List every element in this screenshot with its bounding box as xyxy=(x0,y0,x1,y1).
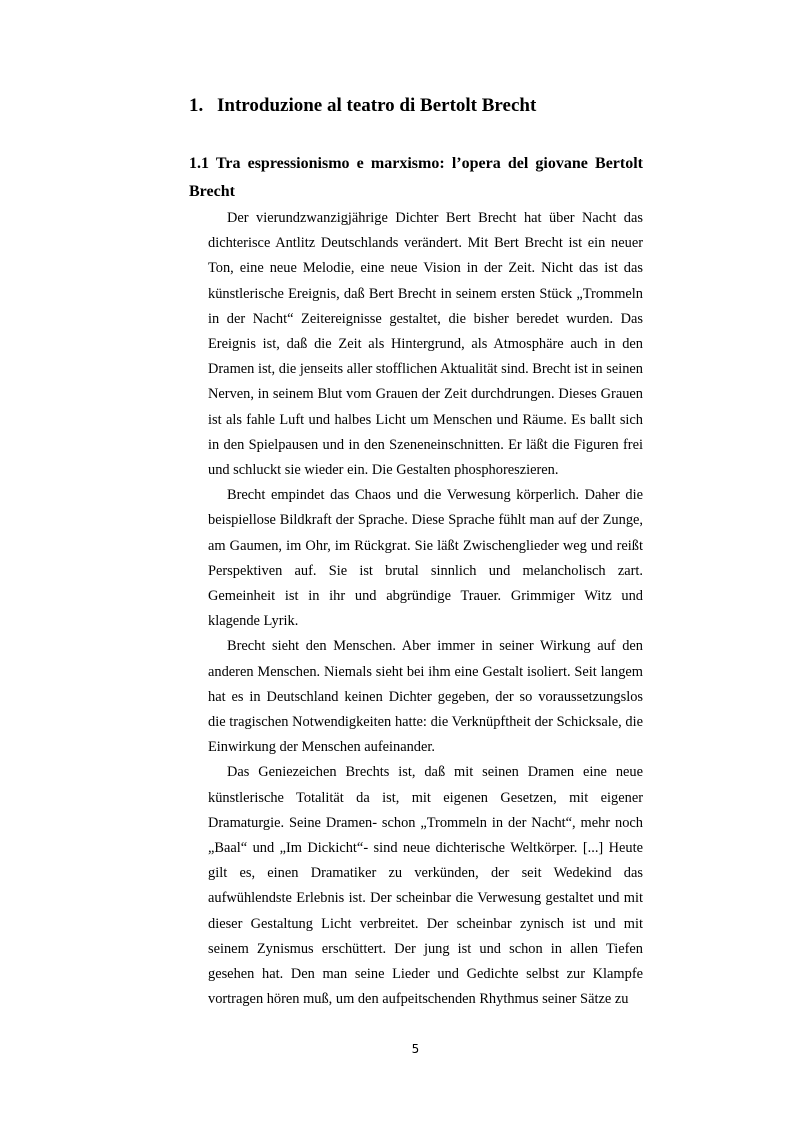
quote-paragraph-3: Brecht sieht den Menschen. Aber immer in seiner Wirkung auf den anderen Menschen. Niemals sieht bei ihm eine Gestalt isoliert. Seit langem hat es in Deutschland keinen Dichter gegeben, der so voraussetzungslos die tragischen Notwendigkeiten hatte: die Verknüpftheit der Schicksale, die Einwirkung der Menschen aufeinander. xyxy=(208,638,643,756)
chapter-title xyxy=(189,92,536,120)
section-title: 1.1 Tra espressionismo e marxismo: l’opera del giovane Bertolt Brecht xyxy=(189,155,643,200)
chapter-title-text: Introduzione al teatro di Bertolt Brecht xyxy=(217,95,537,116)
quote-paragraph-1: Der vierundzwanzigjährige Dichter Bert Brecht hat über Nacht das dichterisce Antlitz Deutschlands verändert. Mit Bert Brecht ist ein neuer Ton, eine neue Melodie, eine neue Vision in der Zeit. Nicht das ist das künstlerische Ereignis, daß Bert Brecht in seinem ersten Stück „Trommeln in der Nacht“ Zeitereignisse gestaltet, die bisher beredet wurden. Das Ereignis ist, daß die Zeit als Hintergrund, als Atmosphäre auch in den Dramen ist, die jenseits aller stofflichen Aktualität sind. Brecht ist in seinen Nerven, in seinem Blut vom Grauen der Zeit durchdrungen. Dieses Grauen ist als fahle Luft und halbes Licht um Menschen und Räume. Es ballt sich in den Spielpausen und in den Szeneneinschnitten. Er läßt die Figuren frei und schluckt sie wieder ein. Die Gestalten phosphoreszieren. xyxy=(208,210,643,479)
chapter-number: 1. xyxy=(189,95,204,116)
quotation-block xyxy=(208,206,643,1013)
quote-paragraph-4: Das Geniezeichen Brechts ist, daß mit seinen Dramen eine neue künstlerische Totalität da ist, mit eigenen Gesetzen, mit eigener Dramaturgie. Seine Dramen- schon „Trommeln in der Nacht“, mehr noch „Baal“ und „Im Dickicht“- sind neue dichterische Weltkörper. [...] Heute gilt es, einen Dramatiker zu verkünden, der seit Wedekind das aufwühlendste Erlebnis ist. Der scheinbar die Verwesung gestaltet und mit dieser Gestaltung Licht verbreitet. Der scheinbar zynisch ist und mit seinem Zynismus erschüttert. Der jung ist und schon in allen Tiefen gesehen hat. Den man seine Lieder und Gedichte selbst zur Klampfe vortragen hören muß, um den aufpeitschenden Rhythmus seiner Sätze zu xyxy=(208,764,643,1008)
page-number: 5 xyxy=(411,1042,420,1056)
quote-paragraph-2: Brecht empindet das Chaos und die Verwesung körperlich. Daher die beispiellose Bildkraft der Sprache. Diese Sprache fühlt man auf der Zunge, am Gaumen, im Ohr, im Rückgrat. Sie läßt Zwischenglieder weg und reißt Perspektiven auf. Sie ist brutal sinnlich und melancholisch zart. Gemeinheit ist in ihr und abgründige Trauer. Grimmiger Witz und klagende Lyrik. xyxy=(208,487,643,630)
